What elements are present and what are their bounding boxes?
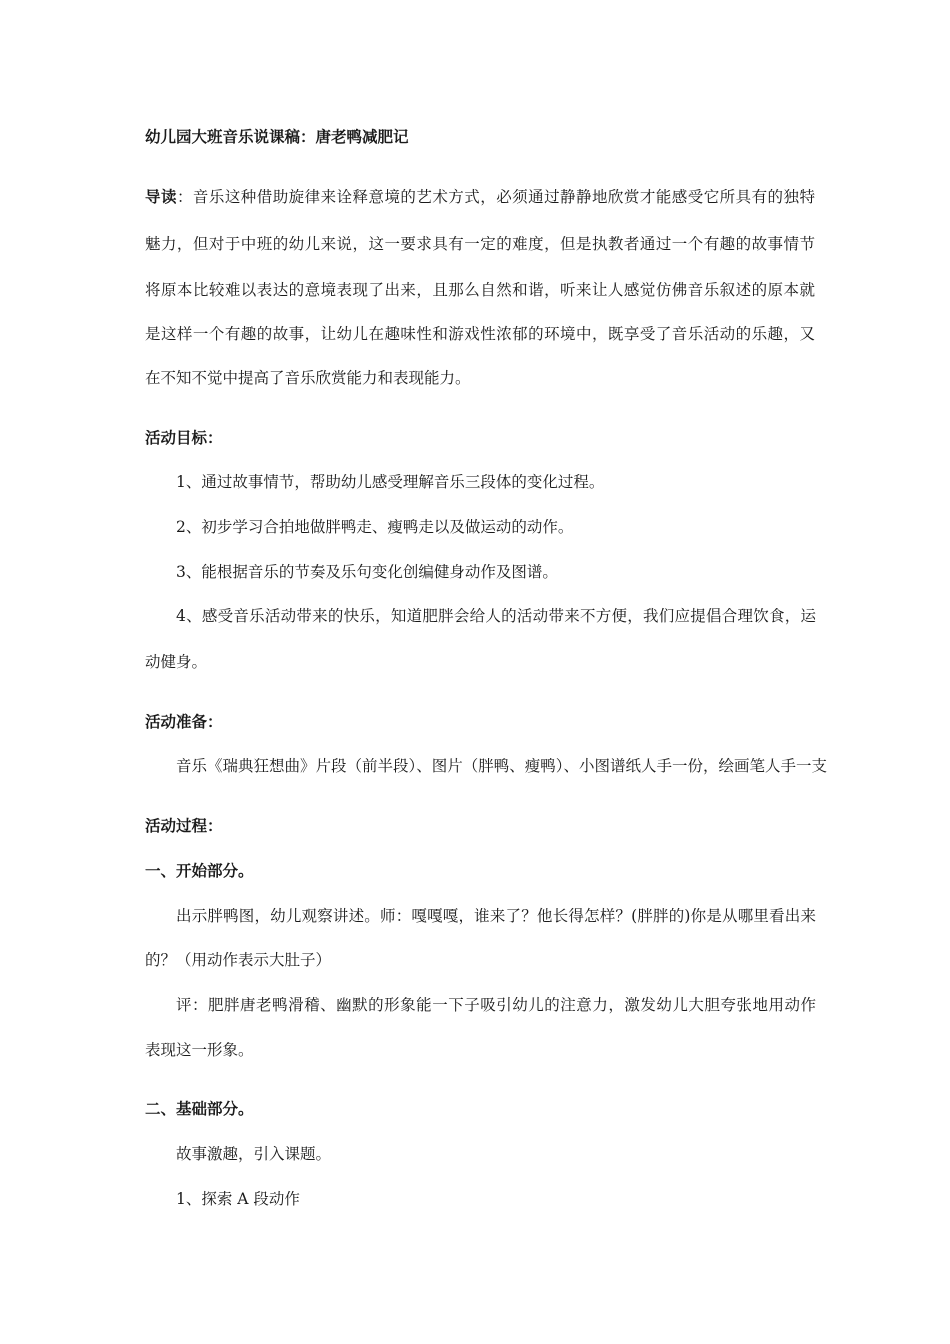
intro-colon: ： (176, 188, 193, 206)
goal-item-3: 3、能根据音乐的节奏及乐句变化创编健身动作及图谱。 (176, 563, 558, 581)
part2-line-1: 故事激趣，引入课题。 (176, 1145, 332, 1163)
document-title: 幼儿园大班音乐说课稿：唐老鸭减肥记 (145, 127, 409, 146)
intro-line-3: 将原本比较难以表达的意境表现了出来，且那么自然和谐，听来让人感觉仿佛音乐叙述的原本就 (145, 281, 815, 299)
process-heading: 活动过程： (145, 816, 223, 835)
part1-comment-2: 表现这一形象。 (145, 1041, 254, 1059)
prep-heading: 活动准备： (145, 712, 223, 731)
intro-text: 音乐这种借助旋律来诠释意境的艺术方式，必须通过静静地欣赏才能感受它所具有的独特 (192, 188, 815, 206)
part1-comment-1: 评：肥胖唐老鸭滑稽、幽默的形象能一下子吸引幼儿的注意力，激发幼儿大胆夸张地用动作 (176, 996, 816, 1014)
intro-line-2: 魅力，但对于中班的幼儿来说，这一要求具有一定的难度，但是执教者通过一个有趣的故事情节 (145, 235, 815, 253)
goal-item-4-cont: 动健身。 (145, 653, 208, 671)
intro-line-1 (145, 187, 815, 207)
goal-item-2: 2、初步学习合拍地做胖鸭走、瘦鸭走以及做运动的动作。 (176, 518, 574, 536)
prep-text: 音乐《瑞典狂想曲》片段（前半段）、图片（胖鸭、瘦鸭）、小图谱纸人手一份，绘画笔人手一支 (176, 757, 828, 775)
goal-item-4: 4、感受音乐活动带来的快乐，知道肥胖会给人的活动带来不方便，我们应提倡合理饮食，运 (176, 607, 816, 625)
intro-label: 导读 (145, 187, 177, 206)
part2-heading: 二、基础部分。 (145, 1099, 254, 1118)
intro-line-5: 在不知不觉中提高了音乐欣赏能力和表现能力。 (145, 369, 471, 387)
part2-line-2: 1、探索 A 段动作 (176, 1190, 300, 1208)
intro-line-4: 是这样一个有趣的故事，让幼儿在趣味性和游戏性浓郁的环境中，既享受了音乐活动的乐趣，又 (145, 325, 815, 343)
part1-heading: 一、开始部分。 (145, 861, 254, 880)
goals-heading: 活动目标： (145, 428, 223, 447)
goal-item-1: 1、通过故事情节，帮助幼儿感受理解音乐三段体的变化过程。 (176, 473, 605, 491)
part1-line-1: 出示胖鸭图，幼儿观察讲述。师：嘎嘎嘎，谁来了？他长得怎样？(胖胖的)你是从哪里看出来 (176, 907, 816, 925)
part1-line-2: 的？（用动作表示大肚子） (145, 951, 332, 969)
